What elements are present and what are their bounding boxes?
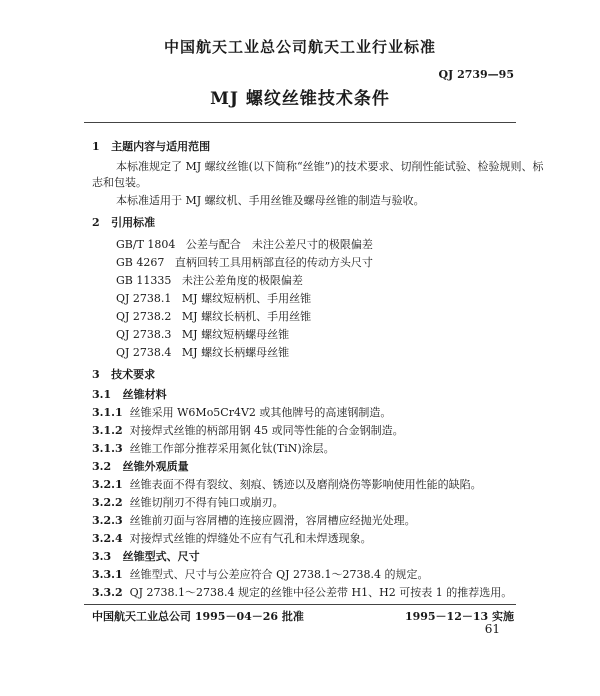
reference-item: QJ 2738.1 MJ 螺纹短柄机、手用丝锥: [116, 292, 312, 305]
clause-item: 3.1.1 丝锥采用 W6Mo5Cr4V2 或其他牌号的高速钢制造。: [92, 406, 392, 419]
clause-item: 3.2.1 丝锥表面不得有裂纹、刻痕、锈迹以及磨削烧伤等影响使用性能的缺陷。: [92, 478, 482, 491]
section-number: 1: [92, 140, 100, 153]
clause-item: 3.1.2 对接焊式丝锥的柄部用钢 45 或同等性能的合金钢制造。: [92, 424, 404, 437]
reference-item: GB/T 1804 公差与配合 未注公差尺寸的极限偏差: [116, 238, 373, 251]
paragraph-scope-line2: 志和包装。: [92, 176, 147, 189]
reference-item: GB 4267 直柄回转工具用柄部直径的传动方头尺寸: [116, 256, 373, 269]
clause-item: 3.3.2 QJ 2738.1～2738.4 规定的丝锥中径公差带 H1、H2 可按表 1 的推荐选用。: [92, 586, 513, 599]
section-2-heading: [92, 214, 155, 230]
reference-item: QJ 2738.4 MJ 螺纹长柄螺母丝锥: [116, 346, 290, 359]
section-number: 3: [92, 368, 100, 381]
subsection-3-3-heading: 3.3 丝锥型式、尺寸: [92, 550, 200, 563]
section-title: 技术要求: [111, 368, 156, 381]
page-number: 61: [484, 622, 500, 636]
clause-item: 3.2.3 丝锥前刃面与容屑槽的连接应圆滑，容屑槽应经抛光处理。: [92, 514, 416, 527]
header-rule: [84, 122, 516, 123]
clause-item: 3.1.3 丝锥工作部分推荐采用氮化钛(TiN)涂层。: [92, 442, 335, 455]
paragraph-applicability: 本标准适用于 MJ 螺纹机、手用丝锥及螺母丝锥的制造与验收。: [116, 194, 425, 207]
section-1-heading: [92, 138, 210, 154]
reference-item: QJ 2738.2 MJ 螺纹长柄机、手用丝锥: [116, 310, 312, 323]
paragraph-scope-line1: 本标准规定了 MJ 螺纹丝锥(以下简称“丝锥”)的技术要求、切削性能试验、检验规则、标: [116, 160, 544, 173]
clause-item: 3.2.4 对接焊式丝锥的焊缝处不应有气孔和未焊透现象。: [92, 532, 372, 545]
issuer-heading: 中国航天工业总公司航天工业行业标准: [163, 38, 436, 56]
implementation-date: 1995－12－13 实施: [404, 610, 514, 623]
clause-item: 3.3.1 丝锥型式、尺寸与公差应符合 QJ 2738.1～2738.4 的规定。: [92, 568, 429, 581]
clause-item: 3.2.2 丝锥切削刃不得有钝口或崩刃。: [92, 496, 284, 509]
approval-date: 中国航天工业总公司 1995－04－26 批准: [92, 610, 304, 623]
section-title: 主题内容与适用范围: [111, 140, 211, 153]
section-title: 引用标准: [111, 216, 156, 229]
reference-item: QJ 2738.3 MJ 螺纹短柄螺母丝锥: [116, 328, 290, 341]
document-title: MJ 螺纹丝锥技术条件: [210, 89, 390, 109]
section-number: 2: [92, 216, 100, 229]
subsection-3-1-heading: 3.1 丝锥材料: [92, 388, 167, 401]
document-number: QJ 2739—95: [438, 68, 514, 81]
section-3-heading: [92, 366, 155, 382]
footer-rule: [84, 604, 516, 605]
reference-item: GB 11335 未注公差角度的极限偏差: [116, 274, 303, 287]
subsection-3-2-heading: 3.2 丝锥外观质量: [92, 460, 189, 473]
